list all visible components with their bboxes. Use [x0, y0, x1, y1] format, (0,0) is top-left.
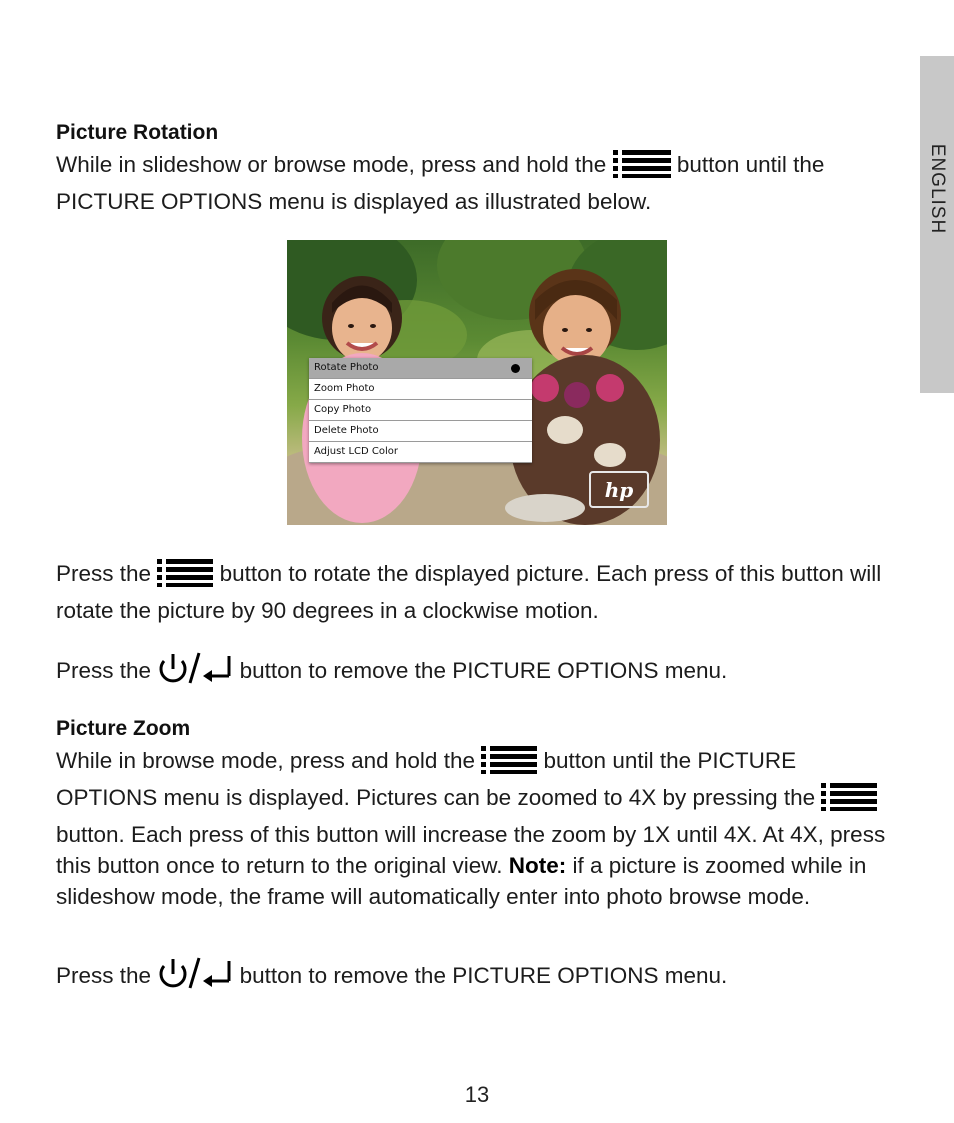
rotation-paragraph-3 [56, 652, 901, 692]
selected-dot-icon [511, 364, 520, 373]
menu-item-copy-photo[interactable] [309, 400, 532, 421]
section-heading-rotation: Picture Rotation [56, 121, 219, 144]
rotation-p1-text-a: While in slideshow or browse mode, press and hold the [56, 152, 607, 177]
menu-item-zoom-photo[interactable] [309, 379, 532, 400]
note-text: if a picture is zoomed while in slideshow mode, the frame will automatically enter into photo browse mode. [56, 853, 867, 909]
menu-item-rotate-photo[interactable] [309, 358, 532, 379]
language-tab [920, 56, 954, 393]
rotation-p2-text-a: Press the [56, 561, 152, 586]
menu-item-label: Zoom Photo [314, 383, 375, 394]
zoom-paragraph-2 [56, 957, 901, 997]
menu-lines-icon [613, 150, 671, 186]
zoom-p1-text-a: While in browse mode, press and hold the [56, 748, 475, 773]
rotation-p3-text-a: Press the [56, 658, 152, 683]
power-enter-icon [157, 652, 233, 692]
note-label: Note: [508, 853, 567, 878]
menu-item-adjust-lcd-color[interactable] [309, 442, 532, 463]
menu-item-label: Delete Photo [314, 425, 379, 436]
rotation-p3-text-b: button to remove the PICTURE OPTIONS menu. [239, 658, 728, 683]
hp-logo [589, 471, 649, 508]
menu-lines-icon [481, 746, 537, 782]
picture-options-menu [309, 358, 532, 463]
rotation-paragraph-1 [56, 149, 901, 217]
zoom-p1-text-b: button until the PICTURE OPTIONS menu is displayed. Pictures can be zoomed to 4X by pressing the [56, 748, 816, 810]
hp-logo-text: hp [604, 477, 634, 502]
rotation-p1-text-b: button until the PICTURE OPTIONS menu is displayed as illustrated below. [56, 152, 825, 214]
menu-item-label: Rotate Photo [314, 362, 379, 373]
menu-lines-icon [821, 783, 877, 819]
power-enter-icon [157, 957, 233, 997]
page-number: 13 [464, 1082, 490, 1107]
section-heading-zoom: Picture Zoom [56, 717, 191, 740]
menu-item-delete-photo[interactable] [309, 421, 532, 442]
zoom-p1-text-c: button. Each press of this button will increase the zoom by 1X until 4X. At 4X, press this button once to return to the original view. [56, 822, 886, 878]
photo-frame-screen [287, 240, 667, 525]
zoom-p2-text-a: Press the [56, 963, 152, 988]
menu-lines-icon [157, 559, 213, 595]
rotation-p2-text-b: button to rotate the displayed picture. Each press of this button will rotate the picture by 90 degrees in a clockwise motion. [56, 561, 882, 623]
rotation-paragraph-2 [56, 558, 901, 626]
menu-item-label: Adjust LCD Color [314, 446, 398, 457]
zoom-paragraph-1 [56, 745, 901, 912]
zoom-p2-text-b: button to remove the PICTURE OPTIONS menu. [239, 963, 728, 988]
language-tab-label: ENGLISH [927, 143, 948, 235]
menu-item-label: Copy Photo [314, 404, 372, 415]
